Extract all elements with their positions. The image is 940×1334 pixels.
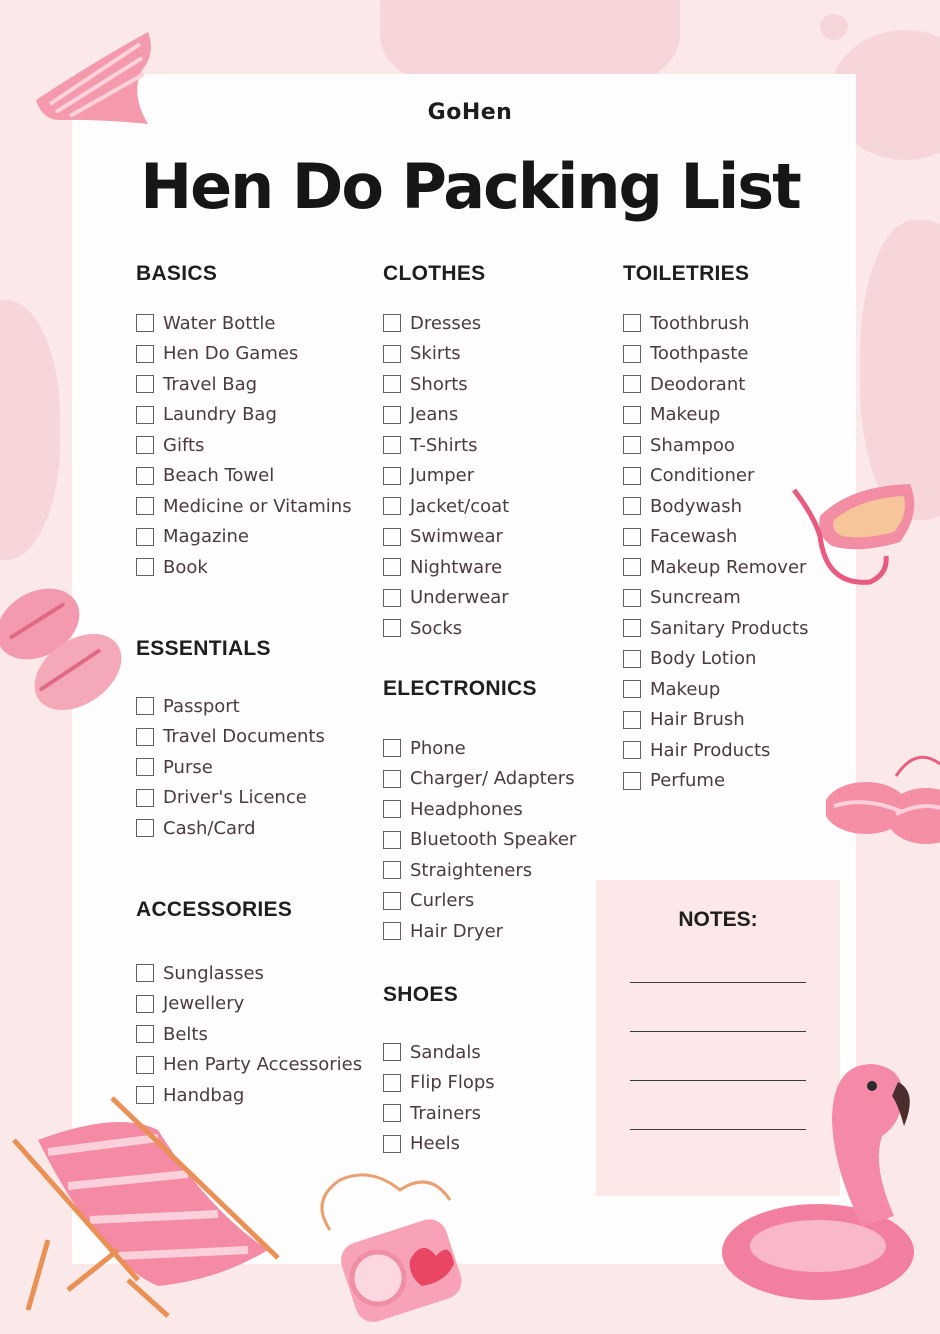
checklist-item[interactable]	[383, 825, 576, 856]
checklist-item-label: Shorts	[410, 373, 468, 395]
checkbox[interactable]	[623, 650, 641, 668]
checklist-item-label: Sanitary Products	[650, 617, 809, 639]
deck-chair-icon	[8, 1090, 288, 1320]
bikini-bottom-icon	[30, 24, 160, 134]
checklist-item-label: Trainers	[410, 1102, 482, 1124]
checklist-item[interactable]	[136, 461, 352, 492]
checklist-item[interactable]	[136, 308, 352, 339]
page-title: Hen Do Packing List	[140, 150, 800, 223]
checklist-item[interactable]	[383, 886, 576, 917]
checklist-item[interactable]	[623, 339, 808, 370]
checklist-item-label: Toothbrush	[650, 312, 750, 334]
checklist-item-label: Curlers	[410, 890, 475, 912]
bg-blob	[860, 220, 940, 520]
checkbox[interactable]	[136, 789, 154, 807]
checklist-item[interactable]	[383, 855, 576, 886]
checklist	[623, 308, 808, 796]
checkbox[interactable]	[623, 528, 641, 546]
flamingo-float-icon	[722, 1056, 932, 1306]
checklist-item[interactable]	[136, 783, 325, 814]
checklist-item-label: Jeans	[410, 404, 459, 426]
section-heading: ELECTRONICS	[383, 677, 537, 700]
checklist-item-label: Hair Brush	[650, 709, 745, 731]
checkbox[interactable]	[383, 1074, 401, 1092]
checklist-item[interactable]	[136, 400, 352, 431]
checklist-item[interactable]	[136, 369, 352, 400]
checklist-item[interactable]	[623, 766, 808, 797]
flip-flops-icon	[0, 580, 130, 720]
checklist-item-label: Charger/ Adapters	[410, 768, 575, 790]
checkbox[interactable]	[383, 1135, 401, 1153]
bikini-top-icon	[826, 746, 940, 856]
checklist-item-label: Passport	[163, 695, 240, 717]
checkbox[interactable]	[623, 314, 641, 332]
checkbox[interactable]	[623, 711, 641, 729]
section-heading: ESSENTIALS	[136, 637, 271, 660]
checklist-item[interactable]	[623, 552, 808, 583]
checkbox[interactable]	[136, 728, 154, 746]
checklist-item[interactable]	[383, 1037, 495, 1068]
checklist-item[interactable]	[623, 369, 808, 400]
checklist-item[interactable]	[136, 522, 352, 553]
checklist-item-label: Dresses	[410, 312, 482, 334]
checklist-item[interactable]	[623, 583, 808, 614]
checklist-item-label: Belts	[163, 1023, 208, 1045]
checklist-item-label: Makeup	[650, 678, 721, 700]
checklist-item-label: Gifts	[163, 434, 205, 456]
checkbox[interactable]	[623, 467, 641, 485]
checklist-item[interactable]	[383, 1068, 495, 1099]
checklist-item[interactable]	[383, 308, 509, 339]
checklist-item-label: Straighteners	[410, 859, 533, 881]
checklist	[383, 308, 509, 644]
checklist-item[interactable]	[623, 674, 808, 705]
checkbox[interactable]	[136, 436, 154, 454]
bg-blob	[0, 300, 60, 560]
camera-icon	[310, 1160, 470, 1330]
checklist-item[interactable]	[623, 461, 808, 492]
checklist-item-label: Handbag	[163, 1084, 245, 1106]
checkbox[interactable]	[383, 892, 401, 910]
note-line[interactable]	[630, 1031, 806, 1032]
checkbox[interactable]	[383, 375, 401, 393]
goggles-icon	[790, 476, 925, 591]
checkbox[interactable]	[383, 406, 401, 424]
checklist-item[interactable]	[623, 735, 808, 766]
checkbox[interactable]	[383, 1104, 401, 1122]
checkbox[interactable]	[623, 558, 641, 576]
checklist-item-label: Purse	[163, 756, 213, 778]
checkbox[interactable]	[623, 436, 641, 454]
checklist-item[interactable]	[136, 552, 352, 583]
checkbox[interactable]	[623, 406, 641, 424]
checklist-item-label: Book	[163, 556, 208, 578]
checkbox[interactable]	[136, 528, 154, 546]
checkbox[interactable]	[136, 964, 154, 982]
checklist-item-label: Bluetooth Speaker	[410, 829, 577, 851]
checklist-item[interactable]	[623, 644, 808, 675]
checkbox[interactable]	[623, 375, 641, 393]
checkbox[interactable]	[136, 314, 154, 332]
section-shoes	[383, 983, 495, 1159]
checklist-item[interactable]	[383, 461, 509, 492]
section-heading: ACCESSORIES	[136, 898, 293, 921]
checklist-item-label: Sandals	[410, 1041, 481, 1063]
checkbox[interactable]	[383, 467, 401, 485]
checklist-item[interactable]	[623, 430, 808, 461]
checklist	[136, 308, 352, 583]
checklist-item-label: Heels	[410, 1133, 461, 1155]
checkbox[interactable]	[623, 741, 641, 759]
checkbox[interactable]	[136, 375, 154, 393]
checklist-item[interactable]	[383, 400, 509, 431]
checklist-item-label: Cash/Card	[163, 817, 256, 839]
checklist-item-label: Deodorant	[650, 373, 746, 395]
checklist-item-label: Headphones	[410, 798, 523, 820]
checkbox[interactable]	[136, 758, 154, 776]
checkbox[interactable]	[623, 680, 641, 698]
checklist-item-label: Hair Dryer	[410, 920, 504, 942]
checklist-item-label: Flip Flops	[410, 1072, 495, 1094]
checklist-item[interactable]	[623, 400, 808, 431]
checklist	[136, 691, 325, 844]
checkbox[interactable]	[623, 772, 641, 790]
checklist-item[interactable]	[136, 1050, 362, 1081]
checkbox[interactable]	[383, 528, 401, 546]
checkbox[interactable]	[136, 697, 154, 715]
checklist-item-label: Magazine	[163, 526, 249, 548]
checklist-item-label: Driver's Licence	[163, 787, 307, 809]
checklist-item-label: Bodywash	[650, 495, 742, 517]
checklist-item[interactable]	[383, 916, 576, 947]
checklist-item[interactable]	[136, 691, 325, 722]
checklist-item-label: Jewellery	[163, 993, 245, 1015]
checklist-item[interactable]	[383, 794, 576, 825]
checklist-item-label: Facewash	[650, 526, 738, 548]
section-clothes	[383, 262, 509, 644]
checklist-item[interactable]	[136, 722, 325, 753]
checkbox[interactable]	[383, 345, 401, 363]
checkbox[interactable]	[623, 589, 641, 607]
checkbox[interactable]	[136, 995, 154, 1013]
checklist-item-label: Perfume	[650, 770, 726, 792]
checklist-item-label: Travel Bag	[163, 373, 258, 395]
checkbox[interactable]	[383, 558, 401, 576]
checkbox[interactable]	[383, 800, 401, 818]
notes-heading: NOTES:	[678, 908, 758, 931]
checklist-item[interactable]	[136, 752, 325, 783]
checkbox[interactable]	[383, 619, 401, 637]
checkbox[interactable]	[623, 345, 641, 363]
checklist-item[interactable]	[623, 522, 808, 553]
checklist-item-label: Swimwear	[410, 526, 503, 548]
checkbox[interactable]	[383, 922, 401, 940]
checkbox[interactable]	[623, 497, 641, 515]
checklist-item-label: Conditioner	[650, 465, 755, 487]
checklist-item[interactable]	[136, 491, 352, 522]
checklist-item-label: Water Bottle	[163, 312, 276, 334]
checkbox[interactable]	[136, 467, 154, 485]
checklist-item[interactable]	[383, 583, 509, 614]
checklist-item[interactable]	[623, 491, 808, 522]
checklist-item[interactable]	[136, 430, 352, 461]
checkbox[interactable]	[383, 497, 401, 515]
checklist-item[interactable]	[383, 1098, 495, 1129]
checkbox[interactable]	[136, 819, 154, 837]
bg-blob	[820, 14, 848, 40]
checklist-item[interactable]	[383, 552, 509, 583]
checklist-item-label: Hair Products	[650, 739, 771, 761]
checklist-item-label: Jacket/coat	[410, 495, 510, 517]
checkbox[interactable]	[136, 345, 154, 363]
checklist-item-label: T-Shirts	[410, 434, 478, 456]
checklist-item-label: Socks	[410, 617, 463, 639]
checkbox[interactable]	[623, 619, 641, 637]
section-electronics	[383, 677, 576, 947]
section-accessories	[136, 898, 362, 1111]
checklist-item[interactable]	[383, 430, 509, 461]
checkbox[interactable]	[383, 861, 401, 879]
section-heading: CLOTHES	[383, 262, 486, 285]
checklist-item[interactable]	[623, 705, 808, 736]
checkbox[interactable]	[383, 589, 401, 607]
checklist-item[interactable]	[623, 308, 808, 339]
checklist-item-label: Skirts	[410, 343, 461, 365]
checklist-item-label: Nightware	[410, 556, 503, 578]
checkbox[interactable]	[136, 1056, 154, 1074]
checklist-item-label: Suncream	[650, 587, 741, 609]
checklist-item[interactable]	[136, 958, 362, 989]
note-line[interactable]	[630, 982, 806, 983]
checklist-item[interactable]	[136, 813, 325, 844]
checkbox[interactable]	[383, 436, 401, 454]
checklist-item-label: Body Lotion	[650, 648, 757, 670]
checklist-item[interactable]	[383, 522, 509, 553]
checklist-item[interactable]	[383, 1129, 495, 1160]
section-heading: TOILETRIES	[623, 262, 750, 285]
checklist-item-label: Hen Do Games	[163, 343, 299, 365]
checkbox[interactable]	[383, 831, 401, 849]
checklist-item[interactable]	[136, 1019, 362, 1050]
checklist-item-label: Sunglasses	[163, 962, 264, 984]
checkbox[interactable]	[383, 1043, 401, 1061]
checklist-item[interactable]	[623, 613, 808, 644]
checklist-item-label: Travel Documents	[163, 726, 325, 748]
checklist	[136, 958, 362, 1111]
checklist-item[interactable]	[383, 733, 576, 764]
checkbox[interactable]	[383, 739, 401, 757]
checklist-item[interactable]	[136, 989, 362, 1020]
checklist-item[interactable]	[383, 339, 509, 370]
checklist-item[interactable]	[383, 764, 576, 795]
checkbox[interactable]	[136, 558, 154, 576]
checklist-item-label: Hen Party Accessories	[163, 1054, 363, 1076]
checklist-item-label: Makeup	[650, 404, 721, 426]
checklist-item-label: Underwear	[410, 587, 509, 609]
checklist-item-label: Jumper	[410, 465, 475, 487]
checklist-item-label: Laundry Bag	[163, 404, 277, 426]
checkbox[interactable]	[136, 497, 154, 515]
checklist-item-label: Toothpaste	[650, 343, 749, 365]
checklist-item-label: Phone	[410, 737, 466, 759]
checklist	[383, 733, 576, 947]
brand-logo: GoHen	[427, 100, 513, 125]
section-essentials	[136, 637, 325, 844]
checklist-item-label: Makeup Remover	[650, 556, 807, 578]
checklist-item-label: Medicine or Vitamins	[163, 495, 352, 517]
checklist-item[interactable]	[383, 491, 509, 522]
checklist-item-label: Shampoo	[650, 434, 735, 456]
checklist-item[interactable]	[383, 369, 509, 400]
checkbox[interactable]	[383, 314, 401, 332]
checklist-item[interactable]	[136, 339, 352, 370]
section-heading: SHOES	[383, 983, 459, 1006]
section-heading: BASICS	[136, 262, 218, 285]
checkbox[interactable]	[136, 1025, 154, 1043]
section-toiletries	[623, 262, 808, 796]
checklist-item-label: Beach Towel	[163, 465, 275, 487]
checklist	[383, 1037, 495, 1159]
checkbox[interactable]	[383, 770, 401, 788]
section-basics	[136, 262, 352, 583]
checkbox[interactable]	[136, 406, 154, 424]
checklist-item[interactable]	[383, 613, 509, 644]
